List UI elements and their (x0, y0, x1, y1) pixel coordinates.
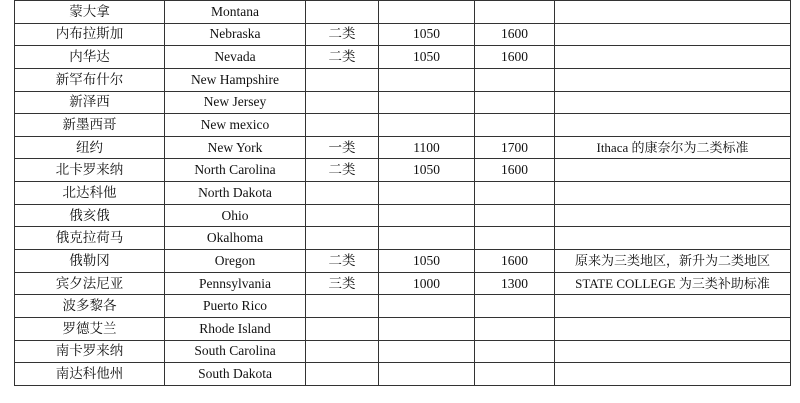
amount-high-cell (475, 1, 555, 24)
table-row (15, 1, 791, 24)
table-body (15, 1, 791, 386)
amount-high-cell (475, 340, 555, 363)
table-row (15, 204, 791, 227)
state-name-english-cell: Nevada (165, 46, 306, 69)
amount-high-cell (475, 114, 555, 137)
amount-low-cell (379, 317, 475, 340)
state-name-english-cell: Oregon (165, 250, 306, 273)
amount-low-cell (379, 1, 475, 24)
remark-cell (555, 114, 791, 137)
amount-low-cell (379, 204, 475, 227)
state-name-english-cell: New York (165, 136, 306, 159)
state-name-chinese-cell: 俄克拉荷马 (15, 227, 165, 250)
subsidy-category-cell: 二类 (306, 159, 379, 182)
state-name-english-cell: North Carolina (165, 159, 306, 182)
state-name-chinese-cell: 南卡罗来纳 (15, 340, 165, 363)
amount-high-cell: 1600 (475, 46, 555, 69)
amount-high-cell: 1600 (475, 159, 555, 182)
amount-high-cell (475, 91, 555, 114)
remark-cell (555, 23, 791, 46)
amount-high-cell: 1600 (475, 23, 555, 46)
subsidy-category-cell: 二类 (306, 250, 379, 273)
state-name-chinese-cell: 宾夕法尼亚 (15, 272, 165, 295)
amount-high-cell: 1600 (475, 250, 555, 273)
subsidy-category-cell (306, 114, 379, 137)
subsidy-category-cell (306, 317, 379, 340)
subsidy-category-cell (306, 68, 379, 91)
state-subsidy-table (14, 0, 791, 386)
amount-low-cell (379, 340, 475, 363)
table-row (15, 227, 791, 250)
remark-cell (555, 182, 791, 205)
amount-high-cell (475, 182, 555, 205)
subsidy-category-cell (306, 204, 379, 227)
amount-low-cell: 1050 (379, 46, 475, 69)
table-row (15, 114, 791, 137)
table-row (15, 68, 791, 91)
subsidy-category-cell (306, 227, 379, 250)
amount-low-cell: 1050 (379, 159, 475, 182)
subsidy-category-cell (306, 363, 379, 386)
amount-high-cell (475, 363, 555, 386)
amount-high-cell (475, 295, 555, 318)
state-name-english-cell: New Jersey (165, 91, 306, 114)
remark-cell (555, 46, 791, 69)
state-name-chinese-cell: 北卡罗来纳 (15, 159, 165, 182)
amount-high-cell: 1300 (475, 272, 555, 295)
table-row (15, 340, 791, 363)
state-table-sheet (14, 0, 790, 386)
amount-low-cell (379, 91, 475, 114)
remark-cell (555, 204, 791, 227)
amount-low-cell: 1100 (379, 136, 475, 159)
subsidy-category-cell (306, 91, 379, 114)
remark-cell (555, 295, 791, 318)
state-name-chinese-cell: 新罕布什尔 (15, 68, 165, 91)
remark-cell (555, 68, 791, 91)
table-row (15, 272, 791, 295)
amount-low-cell (379, 68, 475, 91)
table-row (15, 23, 791, 46)
state-name-english-cell: Nebraska (165, 23, 306, 46)
amount-high-cell (475, 227, 555, 250)
remark-cell (555, 159, 791, 182)
remark-cell: STATE COLLEGE 为三类补助标准 (555, 272, 791, 295)
amount-low-cell (379, 182, 475, 205)
remark-cell (555, 1, 791, 24)
table-row (15, 295, 791, 318)
state-name-english-cell: New Hampshire (165, 68, 306, 91)
state-name-english-cell: South Carolina (165, 340, 306, 363)
remark-cell: 原来为三类地区，新升为二类地区 (555, 250, 791, 273)
remark-cell (555, 91, 791, 114)
subsidy-category-cell: 三类 (306, 272, 379, 295)
table-row (15, 46, 791, 69)
table-row (15, 317, 791, 340)
amount-high-cell: 1700 (475, 136, 555, 159)
subsidy-category-cell (306, 1, 379, 24)
state-name-chinese-cell: 内布拉斯加 (15, 23, 165, 46)
state-name-english-cell: Ohio (165, 204, 306, 227)
table-row (15, 363, 791, 386)
subsidy-category-cell (306, 295, 379, 318)
amount-high-cell (475, 204, 555, 227)
amount-low-cell (379, 227, 475, 250)
state-name-english-cell: North Dakota (165, 182, 306, 205)
state-name-chinese-cell: 蒙大拿 (15, 1, 165, 24)
table-row (15, 91, 791, 114)
state-name-english-cell: New mexico (165, 114, 306, 137)
remark-cell (555, 227, 791, 250)
state-name-chinese-cell: 南达科他州 (15, 363, 165, 386)
subsidy-category-cell: 二类 (306, 23, 379, 46)
subsidy-category-cell (306, 182, 379, 205)
subsidy-category-cell: 一类 (306, 136, 379, 159)
amount-low-cell (379, 114, 475, 137)
state-name-chinese-cell: 罗德艾兰 (15, 317, 165, 340)
remark-cell: Ithaca 的康奈尔为二类标准 (555, 136, 791, 159)
state-name-chinese-cell: 纽约 (15, 136, 165, 159)
state-name-chinese-cell: 俄勒冈 (15, 250, 165, 273)
amount-high-cell (475, 317, 555, 340)
state-name-chinese-cell: 俄亥俄 (15, 204, 165, 227)
state-name-chinese-cell: 波多黎各 (15, 295, 165, 318)
state-name-english-cell: Puerto Rico (165, 295, 306, 318)
amount-high-cell (475, 68, 555, 91)
state-name-english-cell: Rhode Island (165, 317, 306, 340)
amount-low-cell: 1050 (379, 23, 475, 46)
amount-low-cell: 1000 (379, 272, 475, 295)
remark-cell (555, 317, 791, 340)
remark-cell (555, 363, 791, 386)
table-row (15, 182, 791, 205)
table-row (15, 136, 791, 159)
table-row (15, 250, 791, 273)
state-name-chinese-cell: 北达科他 (15, 182, 165, 205)
state-name-chinese-cell: 内华达 (15, 46, 165, 69)
state-name-english-cell: Montana (165, 1, 306, 24)
state-name-chinese-cell: 新墨西哥 (15, 114, 165, 137)
state-name-chinese-cell: 新泽西 (15, 91, 165, 114)
state-name-english-cell: Pennsylvania (165, 272, 306, 295)
subsidy-category-cell: 二类 (306, 46, 379, 69)
amount-low-cell (379, 295, 475, 318)
amount-low-cell: 1050 (379, 250, 475, 273)
remark-cell (555, 340, 791, 363)
table-row (15, 159, 791, 182)
subsidy-category-cell (306, 340, 379, 363)
state-name-english-cell: South Dakota (165, 363, 306, 386)
amount-low-cell (379, 363, 475, 386)
state-name-english-cell: Okalhoma (165, 227, 306, 250)
